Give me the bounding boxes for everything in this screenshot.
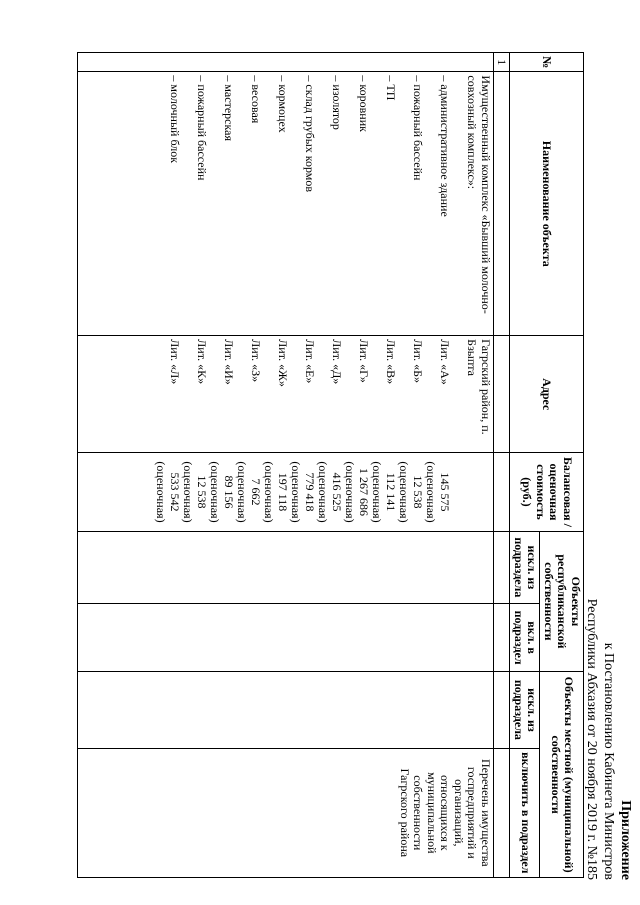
balance-note: (оценочная)	[262, 461, 277, 523]
balance-entry	[370, 456, 397, 527]
balance-note: (оценочная)	[397, 461, 412, 523]
header-balance: Балансовая /оценочная стоимость (руб.)	[510, 453, 584, 531]
header-loc-incl: включить в подраздел	[510, 748, 540, 877]
header-local-group: Объекты местной (муниципальной) собственности	[540, 672, 584, 878]
balance-note: (оценочная)	[235, 461, 250, 523]
balances-cell	[78, 453, 494, 531]
appendix-title: Приложение	[618, 800, 633, 880]
balance-note: (оценочная)	[154, 461, 169, 523]
header-row-1	[540, 53, 584, 878]
balance-entry	[289, 456, 316, 527]
balance-value: 12 538	[195, 475, 209, 509]
balance-value: 779 418	[303, 472, 317, 512]
rep-excl-cell	[78, 531, 494, 603]
balance-note: (оценочная)	[343, 461, 358, 523]
loc-excl-cell	[78, 672, 494, 748]
object-name: – ТП	[384, 75, 398, 101]
column-number	[494, 453, 511, 531]
balance-value: 1 267 686	[357, 467, 371, 516]
balance-note: (оценочная)	[208, 461, 223, 523]
object-name: – пожарный бассейн	[411, 75, 425, 181]
property-table	[77, 52, 584, 878]
object-names-cell	[78, 72, 494, 336]
column-number	[494, 748, 511, 877]
column-number	[494, 603, 511, 671]
object-address: Лит. «Б»	[411, 339, 425, 383]
addresses-cell	[78, 336, 494, 453]
object-address: Лит. «З»	[249, 339, 263, 383]
column-number-row	[494, 53, 511, 878]
balance-note: (оценочная)	[289, 461, 304, 523]
balance-entry	[154, 456, 181, 527]
object-name: – мастерская	[222, 75, 236, 141]
balance-entry	[208, 456, 235, 527]
header-rep-excl: искл. из подраздела	[510, 531, 540, 603]
decree-reference: к Постановлению Кабинета Министров	[601, 642, 616, 880]
rep-incl-cell	[78, 603, 494, 671]
object-name: – молочный блок	[168, 75, 182, 164]
object-address: Гагрский район, п. Бзыпта	[465, 339, 493, 435]
balance-value: 197 118	[276, 472, 290, 512]
balance-value: 112 141	[384, 472, 398, 512]
object-address: Лит. «А»	[438, 339, 452, 385]
object-name: – административное здание	[438, 75, 452, 217]
column-number	[494, 336, 511, 453]
header-republic-group: Объекты республиканской собственности	[540, 531, 584, 672]
header-rep-incl: вкл. в подраздел	[510, 603, 540, 671]
balance-entry	[316, 456, 343, 527]
balance-entry	[343, 456, 370, 527]
object-address: Лит. «Ж»	[276, 339, 290, 387]
balance-entry	[235, 456, 262, 527]
loc-incl-cell: Перечень имущества госпредприятий и организаций, относящихся к муниципальной собственности Гагрского района	[78, 748, 494, 877]
object-address: Лит. «К»	[195, 339, 209, 385]
balance-value: 7 662	[249, 478, 263, 506]
header-num: №	[510, 53, 584, 72]
header-loc-excl: искл. из подраздела	[510, 672, 540, 748]
balance-value: 416 525	[330, 472, 344, 512]
balance-value: 533 542	[168, 472, 182, 512]
object-address: Лит. «И»	[222, 339, 236, 385]
header-name: Наименование объекта	[510, 72, 584, 336]
object-name: – коровник	[357, 75, 371, 132]
balance-entry	[181, 456, 208, 527]
object-address: Лит. «Г»	[357, 339, 371, 383]
object-name: – весовая	[249, 75, 263, 124]
column-number: 1	[494, 53, 511, 72]
object-address: Лит. «Л»	[168, 339, 182, 385]
column-number	[494, 672, 511, 748]
balance-note: (оценочная)	[424, 461, 439, 523]
object-name: Имущественный комплекс «Бывший молочно-совхозный комплекс»:	[465, 75, 493, 314]
balance-value: 145 575	[438, 472, 452, 512]
header-address: Адрес	[510, 336, 584, 453]
row-num-cell	[78, 53, 494, 72]
balance-entry	[451, 456, 492, 527]
object-address: Лит. «Д»	[330, 339, 344, 385]
object-name: – пожарный бассейн	[195, 75, 209, 181]
balance-entry	[397, 456, 424, 527]
balance-entry	[262, 456, 289, 527]
balance-note: (оценочная)	[370, 461, 385, 523]
balance-value: 12 538	[411, 475, 425, 509]
object-name: – кормоцех	[276, 75, 290, 133]
balance-note: (оценочная)	[316, 461, 331, 523]
object-name: – изолятор	[330, 75, 344, 130]
object-address: Лит. «Е»	[303, 339, 317, 384]
balance-entry	[424, 456, 451, 527]
object-name: – склад грубых кормов	[303, 75, 317, 193]
column-number	[494, 72, 511, 336]
object-address: Лит. «В»	[384, 339, 398, 385]
balance-note: (оценочная)	[181, 461, 196, 523]
table-row	[78, 53, 494, 878]
column-number	[494, 531, 511, 603]
decree-date: Республики Абхазия от 20 ноября 2019 г. №185	[584, 598, 599, 880]
document-header	[583, 560, 634, 880]
balance-value: 89 156	[222, 475, 236, 509]
